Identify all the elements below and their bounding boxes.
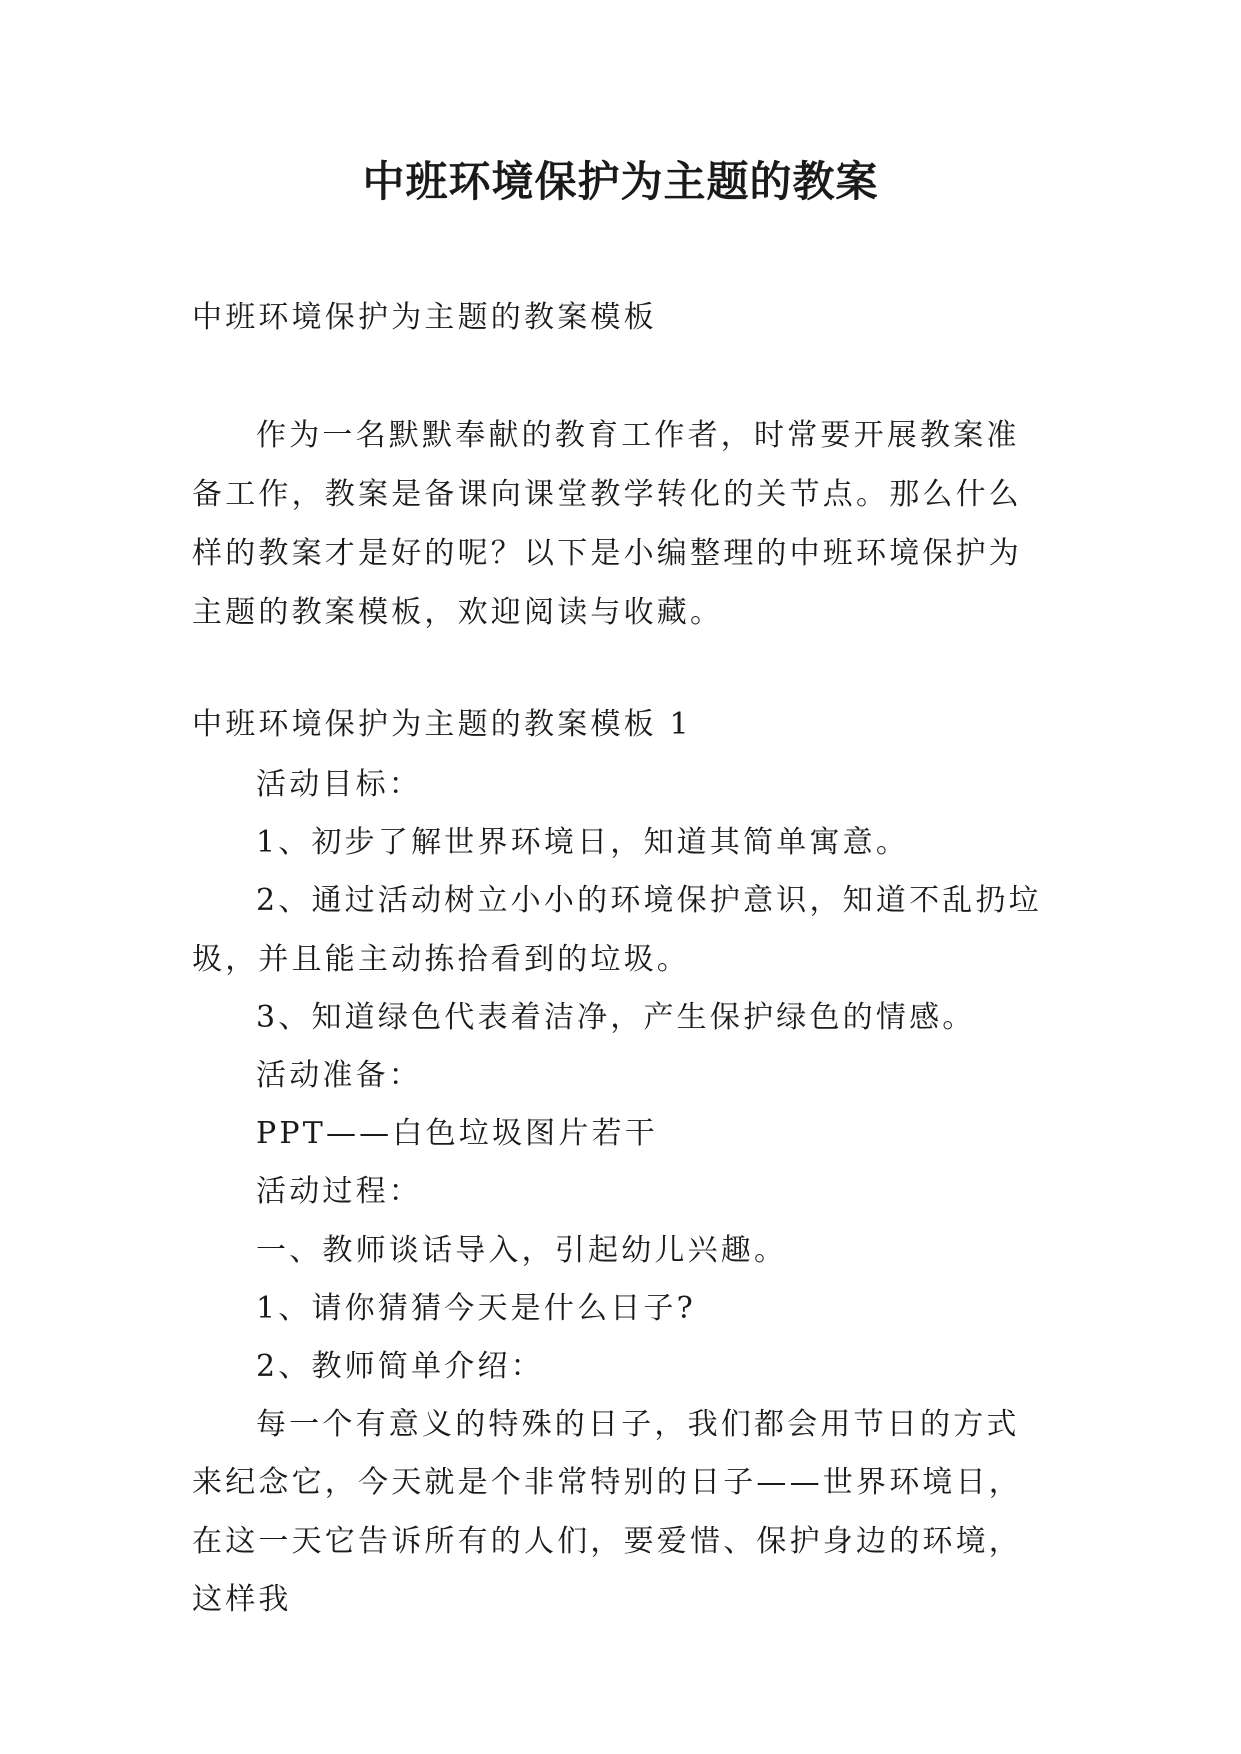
paragraph-process-question: 1、请你猜猜今天是什么日子? xyxy=(256,1290,696,1326)
paragraph-process-intro: 2、教师简单介绍： xyxy=(256,1349,544,1385)
paragraph-goals-heading: 活动目标： xyxy=(256,767,422,802)
paragraph-goal-1: 1、初步了解世界环境日，知道其简单寓意。 xyxy=(256,825,910,861)
section-content xyxy=(192,756,1052,1629)
section-heading: 中班环境保护为主题的教案模板 1 xyxy=(192,707,692,742)
paragraph-goal-2: 2、通过活动树立小小的环境保护意识，知道不乱扔垃圾，并且能主动拣拾看到的垃圾。 xyxy=(192,883,1042,977)
document-subtitle: 中班环境保护为主题的教案模板 xyxy=(192,300,657,335)
paragraph-goal-3: 3、知道绿色代表着洁净，产生保护绿色的情感。 xyxy=(256,999,976,1035)
paragraph-process-step-1: 一、教师谈话导入，引起幼儿兴趣。 xyxy=(256,1232,788,1268)
paragraph-preparation-heading: 活动准备： xyxy=(256,1058,422,1094)
paragraph-process-heading: 活动过程： xyxy=(256,1174,422,1210)
paragraph-process-body: 每一个有意义的特殊的日子，我们都会用节日的方式来纪念它，今天就是个非常特别的日子——世界环境日，在这一天它告诉所有的人们，要爱惜、保护身边的环境，这样我 xyxy=(192,1407,1022,1617)
document-title: 中班环境保护为主题的教案 xyxy=(362,157,879,206)
paragraph-preparation-item: PPT——白色垃圾图片若干 xyxy=(256,1116,658,1152)
intro-paragraph: 作为一名默默奉献的教育工作者，时常要开展教案准备工作，教案是备课向课堂教学转化的关节点。那么什么样的教案才是好的呢？以下是小编整理的中班环境保护为主题的教案模板，欢迎阅读与收藏。 xyxy=(192,418,1022,630)
